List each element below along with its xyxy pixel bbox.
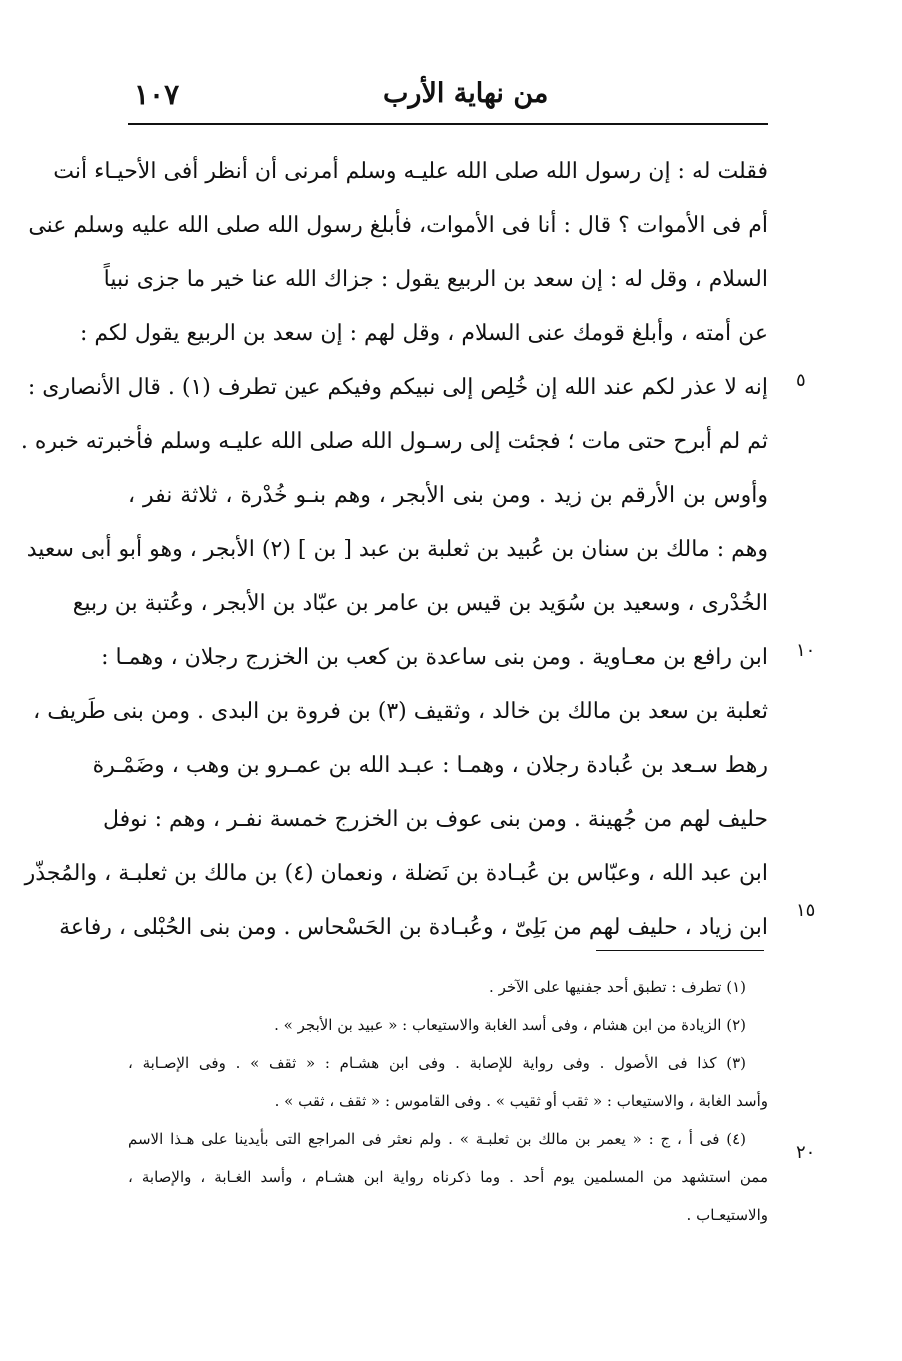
text-line: أم فى الأموات ؟ قال : أنا فى الأموات، فأبلغ رسول الله صلى الله عليه وسلم عنى	[28, 213, 768, 238]
line-number-5: ٥	[796, 370, 806, 391]
text-line: ثم لم أبرح حتى مات ؛ فجئت إلى رسـول الله صلى الله عليـه وسلم فأخبرته خبره .	[20, 429, 768, 454]
text-line: ابن عبد الله ، وعبّاس بن عُبـادة بن نَضلة ، ونعمان (٤) بن مالك بن ثعلبـة ، والمُجذّر	[24, 861, 768, 886]
text-line: ثعلبة بن سعد بن مالك بن خالد ، وثقيف (٣) بن فروة بن البدى . ومن بنى طَريف ،	[33, 699, 768, 724]
line-number-10: ١٠	[796, 640, 816, 661]
footnote: (٤) فى أ ، ج : « يعمر بن مالك بن ثعلبـة » . ولم نعثر فى المراجع التى بأيدينا على هـذا الاسم	[128, 1130, 746, 1148]
line-number-15: ١٥	[796, 900, 816, 921]
text-line: وأوس بن الأرقم بن زيد . ومن بنى الأبجر ، وهم بنـو خُدْرة ، ثلاثة نفر ،	[128, 483, 768, 508]
page-header	[128, 70, 768, 120]
footnote-continuation: ممن استشهد من المسلمين يوم أحد . وما ذكرناه رواية ابن هشـام ، وأسد الغـابة ، والإصابة ،	[128, 1168, 768, 1186]
line-number-20: ٢٠	[796, 1142, 816, 1163]
text-line: عن أمته ، وأبلغ قومك عنى السلام ، وقل لهم : إن سعد بن الربيع يقول لكم :	[79, 321, 768, 346]
footnote: (١) تطرف : تطبق أحد جفنيها على الآخر .	[489, 978, 746, 996]
text-line: ابن زياد ، حليف لهم من بَلِىّ ، وعُبـادة بن الحَسْحاس . ومن بنى الحُبْلى ، رفاعة	[59, 915, 768, 940]
text-line: فقلت له : إن رسول الله صلى الله عليـه وسلم أمرنى أن أنظر أفى الأحيـاء أنت	[53, 159, 768, 184]
footnote: (٢) الزيادة من ابن هشام ، وفى أسد الغابة والاستيعاب : « عبيد بن الأبجر » .	[274, 1016, 746, 1034]
text-line: وهم : مالك بن سنان بن عُبيد بن ثعلبة بن عبد [ بن ] (٢) الأبجر ، وهو أبو أبى سعيد	[26, 537, 768, 562]
text-line: إنه لا عذر لكم عند الله إن خُلِص إلى نبيكم وفيكم عين تطرف (١) . قال الأنصارى :	[27, 375, 768, 400]
text-line: الخُدْرى ، وسعيد بن سُوَيد بن قيس بن عامر بن عبّاد بن الأبجر ، وعُتبة بن ربيع	[72, 591, 768, 616]
footnotes	[128, 968, 768, 1234]
header-rule	[128, 123, 768, 125]
page-number: ١٠٧	[134, 78, 180, 111]
text-line: حليف لهم من جُهينة . ومن بنى عوف بن الخزرج خمسة نفـر ، وهم : نوفل	[102, 807, 768, 832]
body-text	[20, 150, 768, 960]
text-line: رهط سـعد بن عُبادة رجلان ، وهمـا : عبـد الله بن عمـرو بن وهب ، وضَمْـرة	[92, 753, 768, 778]
text-line: السلام ، وقل له : إن سعد بن الربيع يقول : جزاك الله عنا خير ما جزى نبياً	[103, 267, 768, 292]
footnote-continuation: وأسد الغابة ، والاستيعاب : « ثقب أو ثقيب » . وفى القاموس : « ثقف ، ثقب » .	[274, 1092, 768, 1110]
footnote-continuation: والاستيعـاب .	[686, 1206, 768, 1224]
footnote: (٣) كذا فى الأصول . وفى رواية للإصابة . وفى ابن هشـام : « ثقف » . وفى الإصـابة ،	[128, 1054, 746, 1072]
footnote-rule	[596, 950, 764, 951]
text-line: ابن رافع بن معـاوية . ومن بنى ساعدة بن كعب بن الخزرج رجلان ، وهمـا :	[101, 645, 768, 670]
running-title: من نهاية الأرب	[383, 78, 549, 109]
